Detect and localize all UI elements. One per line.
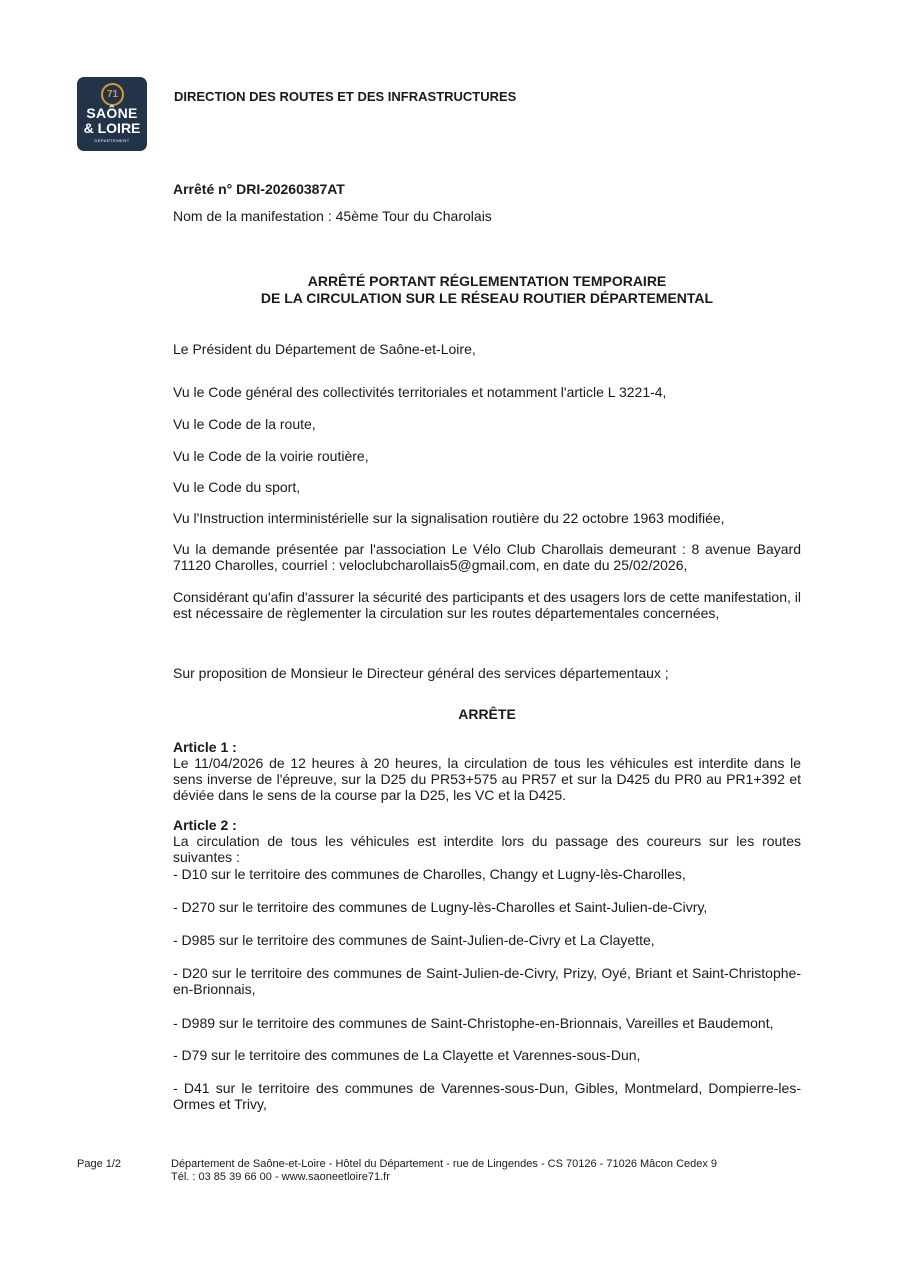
considerant: Considérant qu'afin d'assurer la sécurité des participants et des usagers lors de cette manifestation, il est nécessaire de règlementer la circulation sur les routes départementales concernées, [173, 589, 801, 621]
vu-code-voirie: Vu le Code de la voirie routière, [173, 448, 369, 464]
article2-item-d79: - D79 sur le territoire des communes de La Clayette et Varennes-sous-Dun, [173, 1047, 641, 1063]
vu-code-sport: Vu le Code du sport, [173, 479, 301, 495]
footer-contact: Tél. : 03 85 39 66 00 - www.saoneetloire71.fr [171, 1171, 390, 1183]
article2-item-d41: - D41 sur le territoire des communes de Varennes-sous-Dun, Gibles, Montmelard, Dompierre-les-Ormes et Trivy, [173, 1080, 801, 1112]
manifestation-name: Nom de la manifestation : 45ème Tour du Charolais [173, 208, 492, 224]
document-title-line2: DE LA CIRCULATION SUR LE RÉSEAU ROUTIER DÉPARTEMENTAL [260, 290, 714, 306]
document-title-line1: ARRÊTÉ PORTANT RÉGLEMENTATION TEMPORAIRE [307, 273, 667, 289]
article2-item-d989: - D989 sur le territoire des communes de Saint-Christophe-en-Brionnais, Vareilles et Baudemont, [173, 1015, 774, 1031]
vu-demande: Vu la demande présentée par l'association Le Vélo Club Charollais demeurant : 8 avenue Bayard 71120 Charolles, courriel : veloclubcharollais5@gmail.com, en date du 25/02/2026, [173, 541, 801, 573]
president-line: Le Président du Département de Saône-et-Loire, [173, 341, 476, 357]
article1-title: Article 1 : [173, 739, 237, 755]
logo-text-line1: SAÔNE [86, 105, 138, 121]
vu-instruction: Vu l'Instruction interministérielle sur la signalisation routière du 22 octobre 1963 modifiée, [173, 510, 725, 526]
article2-item-d985: - D985 sur le territoire des communes de Saint-Julien-de-Civry et La Clayette, [173, 932, 655, 948]
vu-code-route: Vu le Code de la route, [173, 416, 316, 432]
article2-title: Article 2 : [173, 817, 237, 833]
page-number: Page 1/2 [77, 1158, 122, 1170]
article1-body: Le 11/04/2026 de 12 heures à 20 heures, la circulation de tous les véhicules est interdite dans le sens inverse de l'épreuve, sur la D25 du PR53+575 au PR57 et sur la D425 du PR0 au PR1+392 et déviée dans le sens de la course par la D25, les VC et la D425. [173, 755, 801, 803]
logo-text-line2: & LOIRE [83, 120, 141, 136]
logo-text-line3: DÉPARTEMENT [94, 138, 130, 143]
article2-item-d270: - D270 sur le territoire des communes de Lugny-lès-Charolles et Saint-Julien-de-Civry, [173, 899, 708, 915]
direction-header: DIRECTION DES ROUTES ET DES INFRASTRUCTURES [174, 89, 517, 104]
arrete-heading: ARRÊTE [458, 706, 516, 722]
article2-item-d10: - D10 sur le territoire des communes de Charolles, Changy et Lugny-lès-Charolles, [173, 866, 686, 882]
arrete-reference: Arrêté n° DRI-20260387AT [173, 181, 345, 197]
logo-emblem-71: 71 [101, 83, 124, 106]
proposition: Sur proposition de Monsieur le Directeur général des services départementaux ; [173, 665, 669, 681]
footer-address: Département de Saône-et-Loire - Hôtel du Département - rue de Lingendes - CS 70126 - 71026 Mâcon Cedex 9 [171, 1158, 718, 1170]
article2-intro: La circulation de tous les véhicules est interdite lors du passage des coureurs sur les routes suivantes : [173, 833, 801, 865]
vu-cgct: Vu le Code général des collectivités territoriales et notamment l'article L 3221-4, [173, 384, 667, 400]
article2-item-d20: - D20 sur le territoire des communes de Saint-Julien-de-Civry, Prizy, Oyé, Briant et Saint-Christophe-en-Brionnais, [173, 965, 801, 997]
department-logo [77, 77, 147, 151]
